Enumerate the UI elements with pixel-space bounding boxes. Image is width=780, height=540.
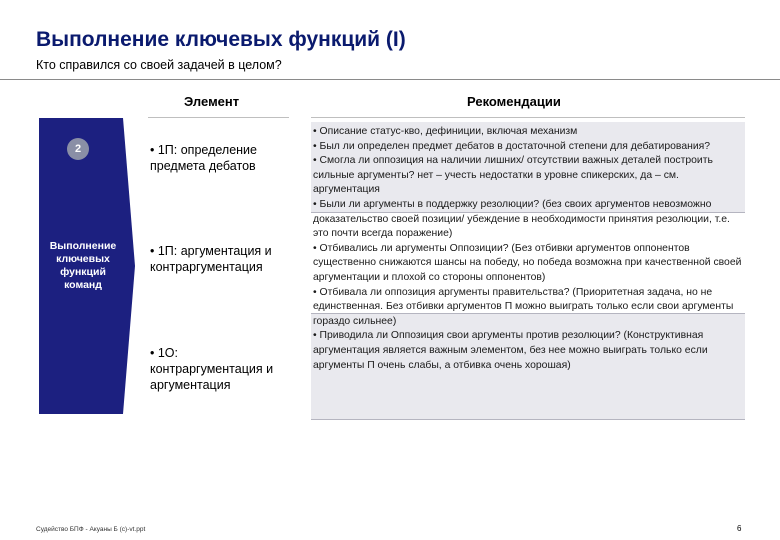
- column-underline-element: [148, 117, 289, 118]
- element-item-3: • 1О: контраргументация и аргументация: [150, 346, 274, 392]
- section-number-badge: 2: [67, 138, 89, 160]
- page-subtitle: Кто справился со своей задачей в целом?: [36, 58, 282, 72]
- column-underline-recommendations: [311, 117, 745, 118]
- recommendation-item: • Были ли аргументы в поддержку резолюции? (без своих аргументов невозможно доказательство своей позиции/ убеждение в необходимости принятия резолюции, т.е. это почти всегда поражение): [313, 198, 730, 240]
- page-title: Выполнение ключевых функций (I): [36, 28, 406, 51]
- element-item-1: • 1П: определение предмета дебатов: [150, 143, 257, 173]
- header-rule: [0, 79, 780, 80]
- side-panel-label: Выполнение ключевых функций команд: [49, 240, 117, 291]
- element-item-2: • 1П: аргументация и контраргументация: [150, 244, 272, 274]
- recommendation-item: • Отбивала ли оппозиция аргументы правительства? (Приоритетная задача, но не единственная. Без отбивки аргументов П можно выиграть только если свои аргументы гораздо сильнее): [313, 286, 734, 327]
- recommendation-separator-3: [311, 419, 745, 420]
- column-header-element: Элемент: [184, 94, 240, 109]
- page-number: 6: [737, 524, 742, 533]
- recommendations-list: [313, 125, 745, 373]
- footer-source: Судейство БПФ - Акуаны Б (с)-vt.ppt: [36, 526, 146, 533]
- recommendation-item: • Описание статус-кво, дефиниции, включая механизм: [313, 126, 578, 137]
- recommendation-item: • Был ли определен предмет дебатов в достаточной степени для дебатирования?: [313, 140, 711, 152]
- recommendation-item: • Смогла ли оппозиция на наличии лишних/ отсутствии важных деталей построить сильные аргументы? нет – учесть недостатки в уровне спикерских, да – см. аргументация: [313, 155, 713, 196]
- recommendation-item: • Отбивались ли аргументы Оппозиции? (Без отбивки аргументов оппонентов существенно снижаются шансы на победу, но победа возможна при качественной своей аргументации и плохой со стороны оппонентов): [313, 242, 742, 283]
- recommendation-item: • Приводила ли Оппозиция свои аргументы против резолюции? (Конструктивная аргументация является важным элементом, без нее можно выиграть только если аргументы П очень слабы, а отбивка очень хорошая): [313, 330, 708, 371]
- column-header-recommendations: Рекомендации: [467, 94, 561, 109]
